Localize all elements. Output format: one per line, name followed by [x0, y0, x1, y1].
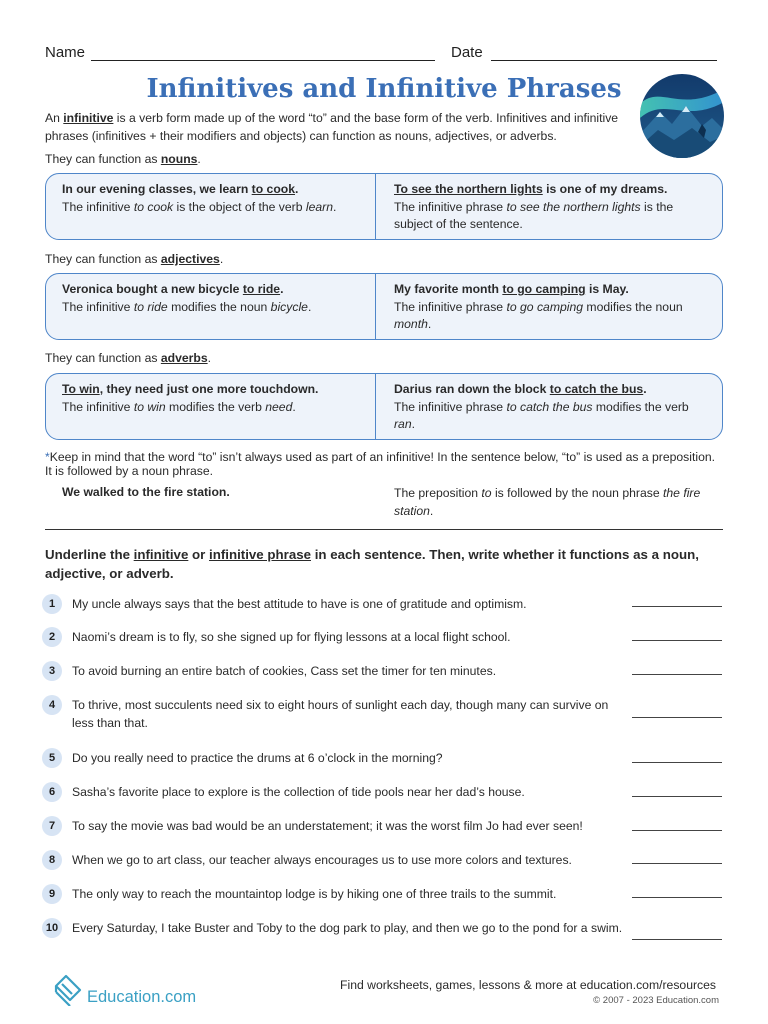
preposition-explanation: The preposition to is followed by the noun phrase the fire station. [394, 486, 701, 518]
question-text: Every Saturday, I take Buster and Toby to the dog park to play, and then we go to the pond for a swim. [72, 921, 623, 935]
answer-blank[interactable] [632, 830, 722, 831]
date-label: Date [451, 44, 483, 61]
question-number: 9 [42, 884, 62, 904]
name-date-row [45, 44, 725, 64]
date-field[interactable] [491, 60, 717, 61]
nouns-label: They can function as nouns. [45, 152, 201, 166]
example-right: To see the northern lights is one of my dreams. The infinitive phrase to see the northern lights is the subject of the sentence. [394, 182, 674, 231]
answer-blank[interactable] [632, 606, 722, 607]
name-field[interactable] [91, 60, 435, 61]
box-divider [375, 274, 376, 339]
box-divider [375, 374, 376, 439]
adverbs-example-box [45, 373, 723, 440]
adverbs-label: They can function as adverbs. [45, 351, 211, 365]
answer-blank[interactable] [632, 897, 722, 898]
intro-paragraph: An infinitive is a verb form made up of the word “to” and the base form of the verb. Infinitives and infinitive phrases (infinitives + their modifiers and objects) can function as nouns, adjectives, or adverbs. [45, 111, 619, 143]
example-left: Veronica bought a new bicycle to ride. The infinitive to ride modifies the noun bicycle. [62, 282, 312, 314]
question-number: 2 [42, 627, 62, 647]
preposition-example: We walked to the fire station. [62, 485, 230, 499]
adjectives-example-box [45, 273, 723, 340]
box-divider [375, 174, 376, 239]
question-text: Sasha’s favorite place to explore is the collection of tide pools near her dad’s house. [72, 785, 525, 799]
question-number: 8 [42, 850, 62, 870]
example-right: My favorite month to go camping is May. The infinitive phrase to go camping modifies the noun month. [394, 282, 683, 331]
preposition-note: *Keep in mind that the word “to” isn’t always used as part of an infinitive! In the sentence below, “to” is used as a preposition. It is followed by a noun phrase. [45, 450, 716, 478]
section-divider [45, 529, 723, 530]
question-number: 5 [42, 748, 62, 768]
answer-blank[interactable] [632, 717, 722, 718]
answer-blank[interactable] [632, 796, 722, 797]
question-text: The only way to reach the mountaintop lodge is by hiking one of three trails to the summit. [72, 887, 557, 901]
answer-blank[interactable] [632, 863, 722, 864]
answer-blank[interactable] [632, 939, 722, 940]
question-text: Do you really need to practice the drums at 6 o’clock in the morning? [72, 751, 443, 765]
question-number: 10 [42, 918, 62, 938]
question-number: 1 [42, 594, 62, 614]
question-text: To say the movie was bad would be an understatement; it was the worst film Jo had ever seen! [72, 819, 583, 833]
question-text: Naomi’s dream is to fly, so she signed up for flying lessons at a local flight school. [72, 630, 511, 644]
question-number: 3 [42, 661, 62, 681]
answer-blank[interactable] [632, 640, 722, 641]
instructions: Underline the infinitive or infinitive phrase in each sentence. Then, write whether it functions as a noun, adjective, or adverb. [45, 547, 699, 581]
education-brand: Education.com [87, 988, 197, 1006]
example-left: In our evening classes, we learn to cook. The infinitive to cook is the object of the verb learn. [62, 182, 337, 214]
copyright: © 2007 - 2023 Education.com [593, 995, 719, 1006]
infinitive-term: infinitive [63, 111, 114, 125]
example-left: To win, they need just one more touchdown. The infinitive to win modifies the verb need. [62, 382, 319, 414]
name-label: Name [45, 44, 86, 61]
resources-link[interactable]: Find worksheets, games, lessons & more at education.com/resources [340, 978, 716, 992]
answer-blank[interactable] [632, 674, 722, 675]
nouns-example-box [45, 173, 723, 240]
question-text: When we go to art class, our teacher always encourages us to use more colors and textures. [72, 853, 572, 867]
northern-lights-illustration [640, 74, 724, 158]
question-text: To avoid burning an entire batch of cookies, Cass set the timer for ten minutes. [72, 664, 497, 678]
question-number: 7 [42, 816, 62, 836]
example-right: Darius ran down the block to catch the bus. The infinitive phrase to catch the bus modifies the verb ran. [394, 382, 689, 431]
question-text: My uncle always says that the best attitude to have is one of gratitude and optimism. [72, 597, 527, 611]
page-title: Infinitives and Infinitive Phrases [146, 74, 622, 104]
question-text: To thrive, most succulents need six to eight hours of sunlight each day, though many can survive on less than that. [72, 698, 609, 730]
question-number: 6 [42, 782, 62, 802]
education-logo-icon [52, 972, 84, 1011]
question-number: 4 [42, 695, 62, 715]
answer-blank[interactable] [632, 762, 722, 763]
adjectives-label: They can function as adjectives. [45, 252, 224, 266]
